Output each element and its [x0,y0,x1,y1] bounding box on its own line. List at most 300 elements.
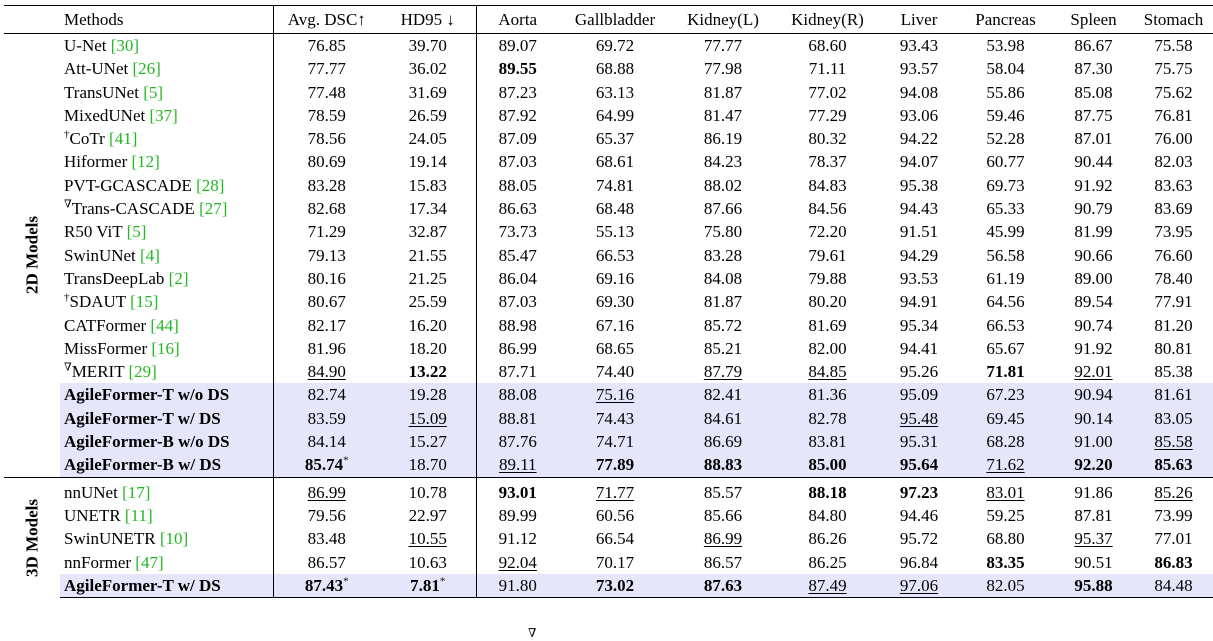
citation-link[interactable]: [47] [135,552,164,572]
method-marker: † [64,291,70,304]
value: 95.38 [899,175,939,195]
value-cell [1134,314,1213,337]
value: 53.98 [986,36,1025,55]
value: 95.09 [899,385,939,405]
value-cell [958,104,1053,127]
table-row [4,314,1213,337]
value: 86.25 [808,552,847,572]
value: 95.48 [899,408,939,428]
value-cell [1134,360,1213,383]
value: 82.03 [1154,152,1193,172]
value-cell [380,337,476,360]
method-name: CATFormer [64,315,151,335]
value-cell [880,337,958,360]
significance-asterisk: * [439,575,446,588]
value-cell [559,244,671,267]
value: 87.81 [1074,505,1113,525]
table-row [4,527,1213,550]
method-name: SwinUNETR [64,529,160,549]
value-cell [880,244,958,267]
value-cell [880,290,958,313]
citation-link[interactable]: [41] [109,129,138,149]
value-cell [273,383,380,406]
value: 84.80 [808,505,847,525]
value-cell [958,127,1053,150]
value: 87.03 [498,152,537,172]
value-cell [1053,574,1134,598]
value-cell [958,430,1053,453]
value-cell [775,127,880,150]
value-cell [880,430,958,453]
value: 68.28 [986,432,1025,452]
value-cell [380,220,476,243]
value-cell [273,57,380,80]
value-cell [476,267,559,290]
value: 96.84 [899,552,939,572]
value-cell [380,104,476,127]
value-cell [476,574,559,598]
value: 87.03 [498,292,537,312]
value: 59.25 [986,505,1025,525]
value-cell [559,150,671,173]
value: 17.34 [408,199,447,219]
value: 86.63 [498,199,537,219]
value-cell [671,220,775,243]
value: 76.60 [1154,245,1193,265]
value: 84.61 [703,408,743,428]
value: 22.97 [408,505,447,525]
col-kidney-l: Kidney(L) [671,6,775,34]
value: 94.41 [899,338,939,358]
value-cell [559,504,671,527]
value-cell [671,267,775,290]
citation-link[interactable]: [28] [196,175,225,195]
value-cell [1134,57,1213,80]
significance-asterisk: * [343,454,349,467]
value: 36.02 [408,59,447,79]
method-marker: ∇ [64,198,72,211]
value: 86.26 [808,529,847,549]
value-cell [775,430,880,453]
value: 79.13 [307,245,346,265]
value-cell [958,57,1053,80]
value-cell [958,477,1053,504]
value: 10.55 [408,529,447,549]
method-name: nnFormer [64,552,136,572]
value: 86.83 [1154,552,1193,572]
citation-link[interactable]: [26] [132,59,161,79]
value: 81.96 [307,338,346,358]
value-cell [559,430,671,453]
value: 90.44 [1074,152,1113,172]
value-cell [958,360,1053,383]
value: 77.91 [1154,292,1193,312]
value: 90.94 [1074,385,1113,405]
value: 86.99 [307,482,346,502]
value: 87.30 [1074,59,1113,79]
method-cell [60,360,273,383]
value-cell [380,127,476,150]
value: 86.04 [498,268,537,288]
significance-asterisk: * [343,575,349,588]
table-row [4,360,1213,383]
value: 80.16 [307,268,346,288]
value: 81.47 [703,105,743,125]
value-cell [559,574,671,598]
value: 94.22 [899,129,939,149]
value: 83.81 [808,432,847,452]
value-cell [273,477,380,504]
value: 39.70 [408,36,447,55]
value: 69.72 [595,36,635,55]
value: 93.53 [899,268,939,288]
value-cell [1134,104,1213,127]
value-cell [1053,197,1134,220]
value-cell [380,504,476,527]
value-cell [273,244,380,267]
value: 69.30 [595,292,635,312]
value: 19.14 [408,152,447,172]
value: 26.59 [408,105,447,125]
value-cell [671,504,775,527]
citation-link[interactable]: [4] [140,245,160,265]
value-cell [958,504,1053,527]
value: 80.81 [1154,338,1193,358]
value-cell [1053,337,1134,360]
value-cell [880,81,958,104]
value-cell [559,383,671,406]
value: 68.61 [595,152,635,172]
value-cell [880,407,958,430]
value: 85.66 [703,505,743,525]
value: 87.76 [498,432,537,452]
method-cell [60,407,273,430]
method-cell [60,477,273,504]
value: 69.16 [595,268,635,288]
value-cell [880,360,958,383]
value: 92.04 [498,552,537,572]
value: 81.99 [1074,222,1113,242]
value-cell [1053,267,1134,290]
col-gallbladder: Gallbladder [559,6,671,34]
value-cell [559,527,671,550]
value-cell [1053,57,1134,80]
value: 92.20 [1074,455,1113,475]
value: 91.80 [498,575,537,595]
value: 84.14 [307,432,346,452]
value: 86.99 [498,338,537,358]
value: 71.11 [808,59,847,79]
value-cell [880,477,958,504]
value: 95.72 [899,529,939,549]
value: 10.78 [408,482,447,502]
value-cell [273,267,380,290]
value: 74.40 [595,362,635,382]
method-name: Hiformer [64,152,132,172]
value-cell [880,314,958,337]
value-cell [380,430,476,453]
value-cell [1134,527,1213,550]
value: 59.46 [986,105,1025,125]
value-cell [671,453,775,477]
value-cell [671,57,775,80]
value-cell [671,290,775,313]
value-cell [1053,220,1134,243]
value: 55.13 [595,222,635,242]
method-name: PVT-GCASCADE [64,175,197,195]
value: 89.55 [498,59,537,79]
value: 89.07 [498,36,537,55]
value: 79.88 [808,268,847,288]
value: 75.62 [1154,82,1193,102]
value: 32.87 [408,222,447,242]
value: 82.41 [703,385,743,405]
method-cell [60,574,273,598]
value-cell [380,34,476,58]
value-cell [671,150,775,173]
value: 88.83 [703,455,743,475]
table-row [4,220,1213,243]
method-name: UNETR [64,505,125,525]
value: 7.81 [410,575,440,595]
value: 87.43 [304,575,344,595]
value-cell [1134,127,1213,150]
value: 24.05 [408,129,447,149]
value-cell [559,104,671,127]
value: 87.49 [808,575,847,595]
value-cell [775,551,880,574]
value: 91.00 [1074,432,1113,452]
value-cell [775,360,880,383]
citation-link[interactable]: [12] [131,152,160,172]
value-cell [1134,337,1213,360]
value: 86.19 [703,129,743,149]
value: 80.69 [307,152,346,172]
value-cell [671,574,775,598]
citation-link[interactable]: [37] [149,105,178,125]
citation-link[interactable]: [2] [168,268,189,288]
value-cell [1053,290,1134,313]
value: 64.56 [986,292,1025,312]
value: 70.17 [595,552,635,572]
value-cell [380,453,476,477]
value-cell [880,551,958,574]
value-cell [880,57,958,80]
value-cell [1053,383,1134,406]
value-cell [880,127,958,150]
method-cell [60,383,273,406]
value-cell [273,127,380,150]
value-cell [775,174,880,197]
value-cell [476,104,559,127]
value-cell [1134,267,1213,290]
value: 84.90 [307,362,346,382]
citation-link[interactable]: [11] [124,505,153,525]
value: 84.08 [703,268,743,288]
method-cell [60,34,273,58]
group-label-cell [4,477,60,597]
value: 77.77 [307,59,346,79]
value: 75.75 [1154,59,1193,79]
value-cell [559,127,671,150]
value-cell [273,453,380,477]
value: 76.81 [1154,105,1193,125]
value-cell [273,407,380,430]
value: 83.05 [1154,408,1193,428]
value: 65.67 [986,338,1025,358]
value-cell [958,407,1053,430]
value-cell [1134,551,1213,574]
value-cell [880,220,958,243]
col-hd95: HD95 ↓ [380,6,476,34]
value: 95.31 [899,432,939,452]
value-cell [880,527,958,550]
value-cell [559,337,671,360]
value: 75.58 [1154,36,1193,55]
value-cell [380,267,476,290]
group-label-3d: 3D Models [22,498,42,577]
value-cell [476,477,559,504]
value: 15.09 [408,408,447,428]
method-cell [60,220,273,243]
citation-link[interactable]: [10] [159,529,189,549]
method-name: Trans-CASCADE [71,199,200,219]
citation-link[interactable]: [44] [150,315,179,335]
table-row [4,430,1213,453]
value: 68.65 [595,338,635,358]
value: 65.37 [595,129,635,149]
method-name: AgileFormer-T w/o DS [64,385,230,405]
value-cell [476,150,559,173]
value: 85.38 [1154,362,1193,382]
method-cell [60,430,273,453]
value: 71.62 [986,455,1025,475]
value-cell [671,197,775,220]
value: 79.61 [808,245,847,265]
value-cell [273,430,380,453]
method-name: CoTr [69,129,110,149]
value: 94.46 [899,505,939,525]
value-cell [380,81,476,104]
method-cell [60,104,273,127]
value: 90.79 [1074,199,1113,219]
value-cell [1053,551,1134,574]
method-name: TransUNet [64,82,144,102]
value-cell [958,220,1053,243]
value: 15.27 [408,432,447,452]
value-cell [1053,34,1134,58]
method-marker: ∇ [64,361,72,374]
value: 88.05 [498,175,537,195]
table-row [4,244,1213,267]
value: 66.54 [595,529,635,549]
value: 75.16 [595,385,635,405]
value: 69.45 [986,408,1025,428]
value: 31.69 [408,82,447,102]
value: 16.20 [408,315,447,335]
value-cell [476,197,559,220]
value: 84.48 [1154,575,1193,595]
value-cell [476,81,559,104]
value-cell [273,504,380,527]
value-cell [273,174,380,197]
value: 71.77 [595,482,635,502]
value-cell [559,314,671,337]
value-cell [671,104,775,127]
value-cell [1134,430,1213,453]
value-cell [476,174,559,197]
value-cell [380,290,476,313]
value-cell [476,453,559,477]
value: 83.01 [986,482,1025,502]
citation-link[interactable]: [30] [110,36,140,55]
value: 78.56 [307,129,346,149]
value-cell [880,174,958,197]
value: 85.74 [304,455,344,475]
citation-link[interactable]: [5] [126,222,147,242]
value: 94.07 [899,152,939,172]
value: 85.26 [1154,482,1193,502]
value-cell [476,527,559,550]
citation-link[interactable]: [27] [199,199,228,219]
value: 91.12 [498,529,537,549]
value-cell [273,81,380,104]
value-cell [1134,407,1213,430]
value-cell [958,197,1053,220]
citation-link[interactable]: [16] [151,338,180,358]
value: 77.02 [808,82,847,102]
method-name: MixedUNet [64,105,150,125]
value: 60.77 [986,152,1025,172]
method-name: MissFormer [64,338,152,358]
value: 88.18 [808,482,847,502]
value: 85.00 [808,455,847,475]
value: 68.60 [808,36,847,55]
citation-link[interactable]: [5] [143,82,164,102]
value: 94.08 [899,82,939,102]
table-row [4,453,1213,477]
value: 83.63 [1154,175,1193,195]
value-cell [1053,104,1134,127]
value: 87.01 [1074,129,1113,149]
value-cell [1053,314,1134,337]
value-cell [273,574,380,598]
value: 71.29 [307,222,346,242]
value-cell [775,337,880,360]
method-name: R50 ViT [64,222,127,242]
method-name: AgileFormer-B w/o DS [64,432,230,452]
citation-link[interactable]: [17] [122,482,151,502]
citation-link[interactable]: [15] [130,292,159,312]
value-cell [958,527,1053,550]
value-cell [880,267,958,290]
value: 18.70 [408,455,447,475]
table-row [4,574,1213,598]
col-stomach: Stomach [1134,6,1213,34]
citation-link[interactable]: [29] [128,362,157,382]
value: 91.51 [899,222,939,242]
value: 85.47 [498,245,537,265]
value-cell [880,574,958,598]
value-cell [380,527,476,550]
value-cell [1134,290,1213,313]
group-header [4,6,60,34]
value-cell [1053,453,1134,477]
value-cell [476,57,559,80]
value-cell [273,197,380,220]
value: 86.57 [703,552,743,572]
value: 88.02 [703,175,743,195]
